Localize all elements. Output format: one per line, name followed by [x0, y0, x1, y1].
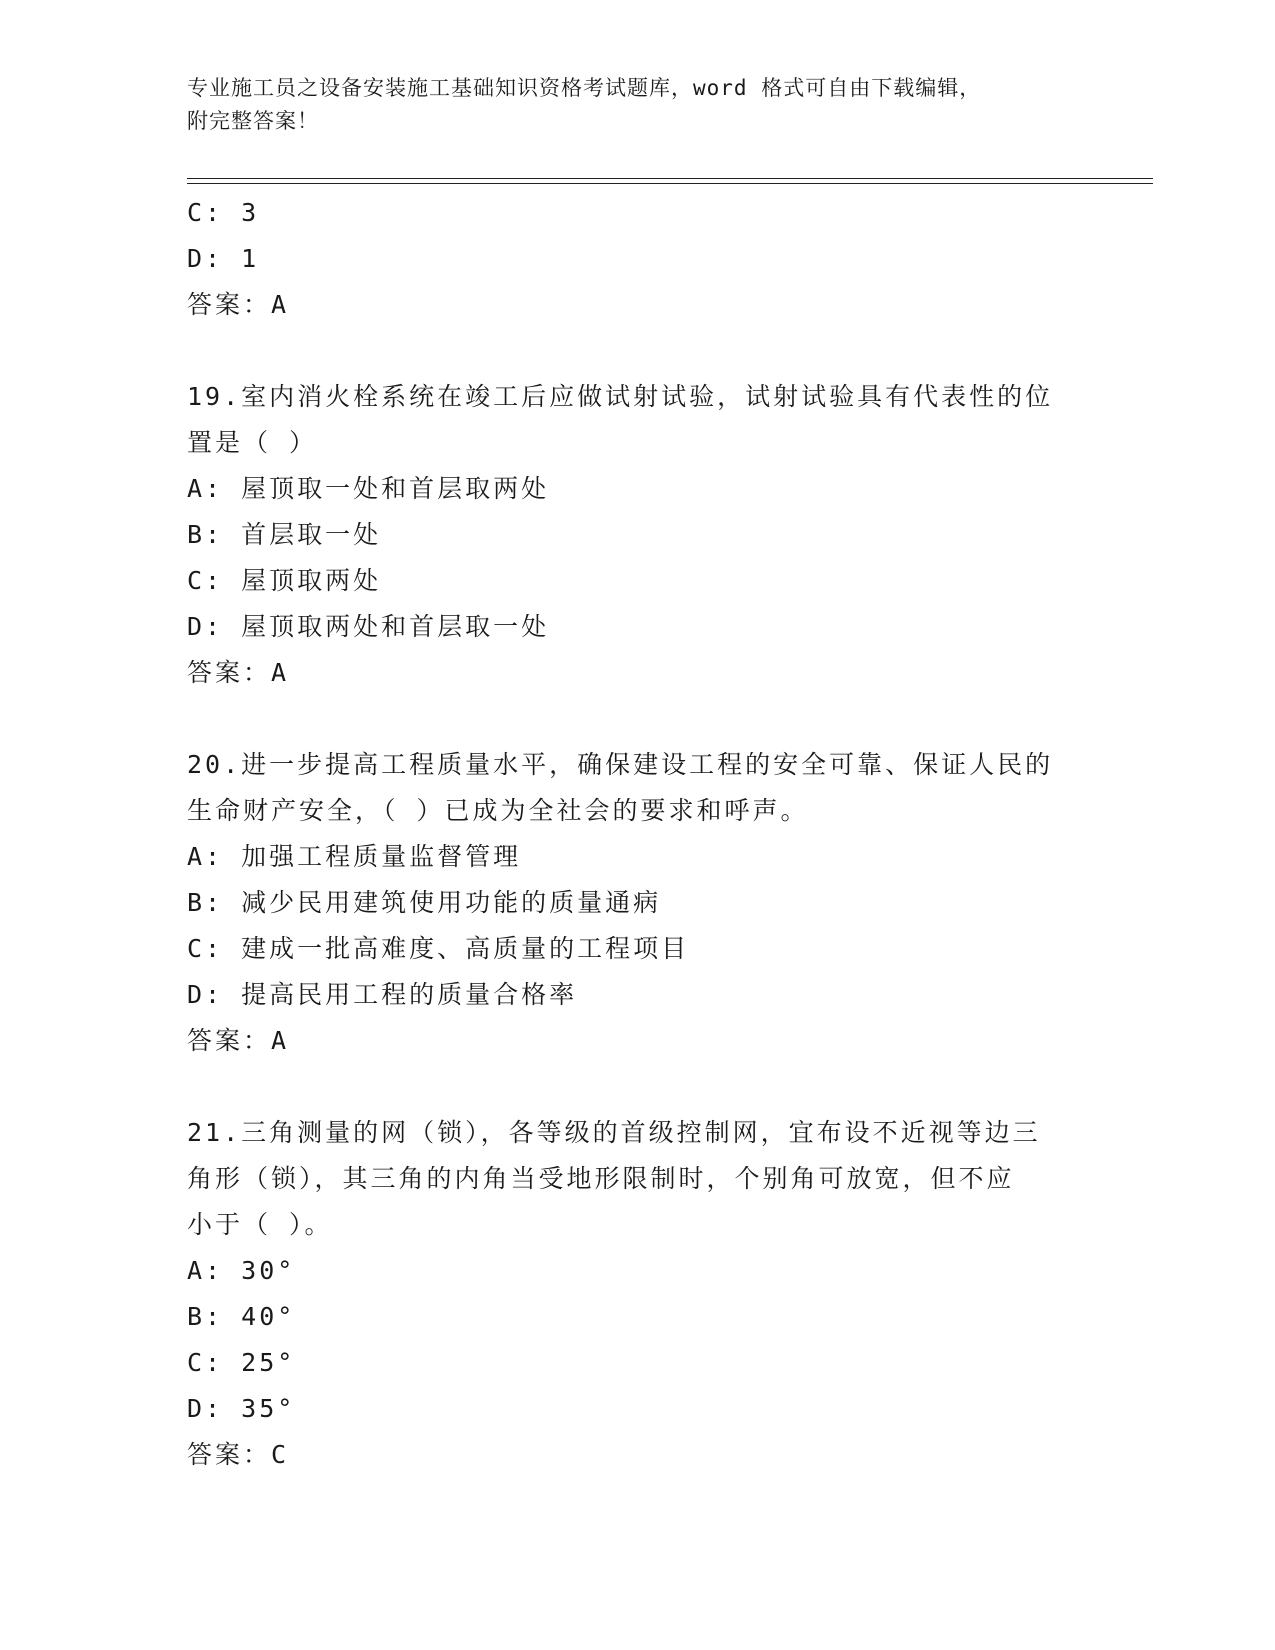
option-b: B: 减少民用建筑使用功能的质量通病	[187, 888, 662, 917]
question-21	[187, 1110, 1087, 1478]
header-line-2: 附完整答案！	[187, 109, 319, 133]
option-b: B: 40°	[187, 1302, 296, 1331]
answer-line: 答案：A	[187, 290, 290, 319]
question-text-line: 19.室内消火栓系统在竣工后应做试射试验，试射试验具有代表性的位	[187, 382, 1054, 411]
question-text-line: 置是（ ）	[187, 428, 318, 457]
question-19	[187, 374, 1087, 696]
header-divider-bottom	[187, 183, 1153, 184]
option-b: B: 首层取一处	[187, 520, 382, 549]
option-a: A: 屋顶取一处和首层取两处	[187, 474, 550, 503]
question-text-line: 生命财产安全，（ ）已成为全社会的要求和呼声。	[187, 796, 809, 825]
header-divider-top	[187, 178, 1153, 179]
option-a: A: 30°	[187, 1256, 296, 1285]
spacer	[187, 328, 1087, 374]
spacer	[187, 1064, 1087, 1110]
option-d: D: 1	[187, 244, 260, 273]
question-20	[187, 742, 1087, 1064]
question-content	[187, 190, 1087, 1478]
question-text-line: 20.进一步提高工程质量水平，确保建设工程的安全可靠、保证人民的	[187, 750, 1054, 779]
option-c: C: 25°	[187, 1348, 296, 1377]
question-text-line: 小于（ ）。	[187, 1210, 333, 1239]
question-text-line: 角形（锁），其三角的内角当受地形限制时，个别角可放宽，但不应	[187, 1164, 1015, 1193]
option-c: C: 3	[187, 198, 260, 227]
answer-line: 答案：A	[187, 1026, 290, 1055]
option-d: D: 35°	[187, 1394, 296, 1423]
spacer	[187, 696, 1087, 742]
option-d: D: 屋顶取两处和首层取一处	[187, 612, 550, 641]
option-d: D: 提高民用工程的质量合格率	[187, 980, 578, 1009]
answer-line: 答案：A	[187, 658, 290, 687]
document-header	[187, 72, 1087, 138]
answer-line: 答案：C	[187, 1440, 290, 1469]
option-a: A: 加强工程质量监督管理	[187, 842, 522, 871]
option-c: C: 屋顶取两处	[187, 566, 382, 595]
option-c: C: 建成一批高难度、高质量的工程项目	[187, 934, 690, 963]
question-text-line: 21.三角测量的网（锁），各等级的首级控制网，宜布设不近视等边三	[187, 1118, 1041, 1147]
header-line-1: 专业施工员之设备安装施工基础知识资格考试题库，word 格式可自由下载编辑，	[187, 76, 982, 100]
